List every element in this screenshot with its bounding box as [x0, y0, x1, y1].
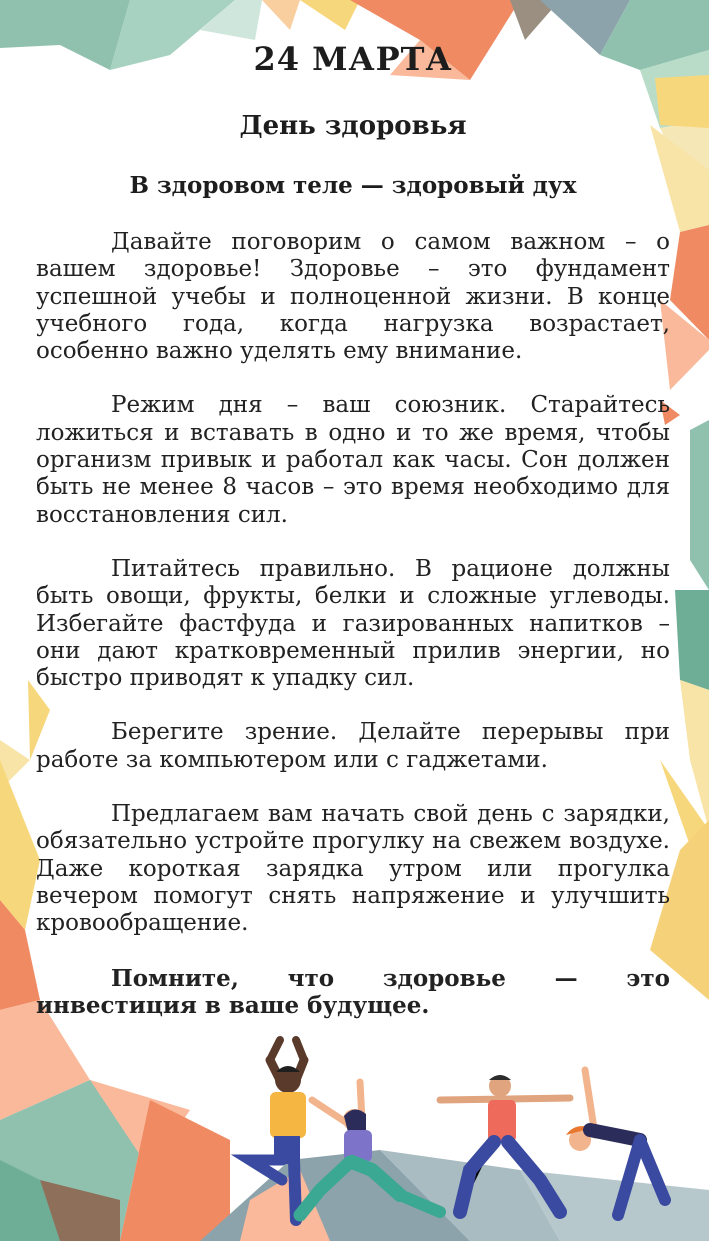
paragraph-intro: Давайте поговорим о самом важном – о вашем здоровье! Здоровье – это фундамент успешной учебы и полноценной жизни. В конце учебного года, когда нагрузка возрастает, особенно важно уделять ему внимание.: [36, 229, 670, 365]
closing-statement: Помните, что здоровье — это инвестиция в ваше будущее.: [36, 964, 670, 1019]
person-lunge-icon: [300, 1082, 440, 1215]
article-body: [36, 229, 670, 1046]
page-title: День здоровья: [239, 111, 467, 141]
paragraph-eyesight: Берегите зрение. Делайте перерывы при работе за компьютером или с гаджетами.: [36, 719, 670, 773]
paragraph-nutrition: Питайтесь правильно. В рационе должны быть овощи, фрукты, белки и сложные углеводы. Избегайте фастфуда и газированных напитков – они дают кратковременный прилив энергии, но быстро приводят к упадку сил.: [36, 555, 670, 692]
paragraph-daily-routine: Режим дня – ваш союзник. Старайтесь ложиться и вставать в одно и то же время, чтобы организм привык и работал как часы. Сон должен быть не менее 8 часов – это время необходимо для восстановления сил.: [36, 392, 670, 528]
person-tree-pose-icon: [250, 1040, 306, 1220]
person-warrior-pose-icon: [440, 1075, 570, 1212]
event-date: 24 МАРТА: [253, 40, 453, 78]
page-subtitle: В здоровом теле — здоровый дух: [129, 172, 577, 199]
paragraph-exercise: Предлагаем вам начать свой день с зарядки, обязательно устройте прогулку на свежем воздухе. Даже короткая зарядка утром или прогулка вечером помогут снять напряжение и улучшить кровообращение.: [36, 801, 670, 937]
person-side-bend-icon: [566, 1070, 665, 1215]
